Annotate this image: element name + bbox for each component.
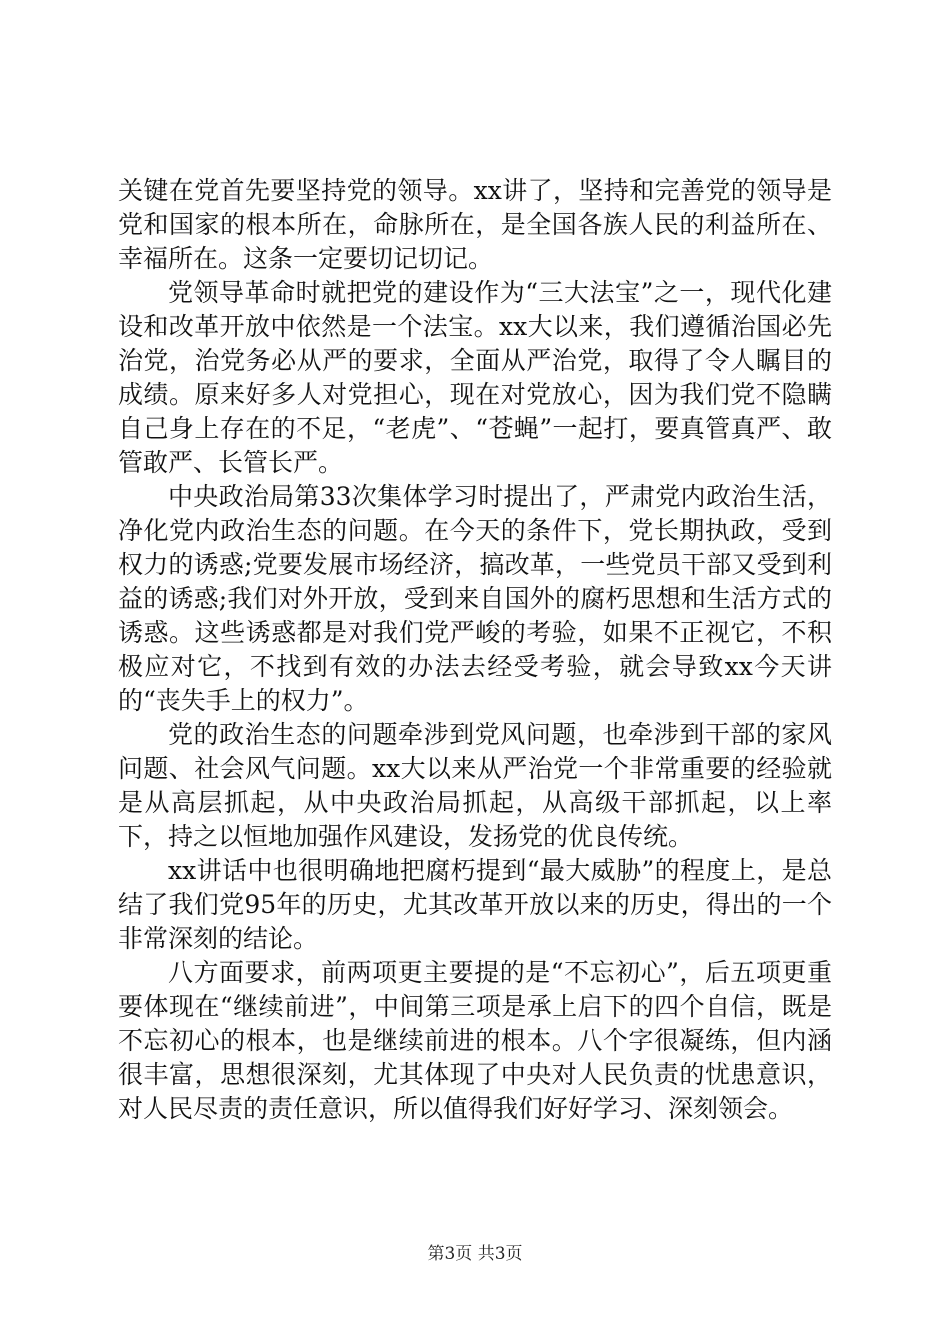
paragraph-1: 关键在党首先要坚持党的领导。xx讲了，坚持和完善党的领导是党和国家的根本所在，命脉所在，是全国各族人民的利益所在、幸福所在。这条一定要切记切记。 (118, 176, 832, 273)
page-number-footer: 第3页 共3页 (427, 1244, 523, 1264)
document-body (118, 174, 832, 1126)
paragraph-4: 党的政治生态的问题牵涉到党风问题，也牵涉到干部的家风问题、社会风气问题。xx大以来从严治党一个非常重要的经验就是从高层抓起，从中央政治局抓起，从高级干部抓起，以上率下，持之以恒地加强作风建设，发扬党的优良传统。 (118, 720, 832, 851)
paragraph-3: 中央政治局第33次集体学习时提出了，严肃党内政治生活，净化党内政治生态的问题。在今天的条件下，党长期执政，受到权力的诱惑;党要发展市场经济，搞改革，一些党员干部又受到利益的诱惑;我们对外开放，受到来自国外的腐朽思想和生活方式的诱惑。这些诱惑都是对我们党严峻的考验，如果不正视它，不积极应对它，不找到有效的办法去经受考验，就会导致xx今天讲的“丧失手上的权力”。 (118, 482, 832, 715)
paragraph-2: 党领导革命时就把党的建设作为“三大法宝”之一，现代化建设和改革开放中依然是一个法宝。xx大以来，我们遵循治国必先治党，治党务必从严的要求，全面从严治党，取得了令人瞩目的成绩。原来好多人对党担心，现在对党放心，因为我们党不隐瞒自己身上存在的不足，“老虎”、“苍蝇”一起打，要真管真严、敢管敢严、长管长严。 (118, 278, 832, 477)
paragraph-6: 八方面要求，前两项更主要提的是“不忘初心”，后五项更重要体现在“继续前进”，中间第三项是承上启下的四个自信，既是不忘初心的根本，也是继续前进的根本。八个字很凝练，但内涵很丰富，思想很深刻，尤其体现了中央对人民负责的忧患意识，对人民尽责的责任意识，所以值得我们好好学习、深刻领会。 (118, 958, 832, 1123)
paragraph-5: xx讲话中也很明确地把腐朽提到“最大威胁”的程度上，是总结了我们党95年的历史，尤其改革开放以来的历史，得出的一个非常深刻的结论。 (118, 856, 832, 953)
